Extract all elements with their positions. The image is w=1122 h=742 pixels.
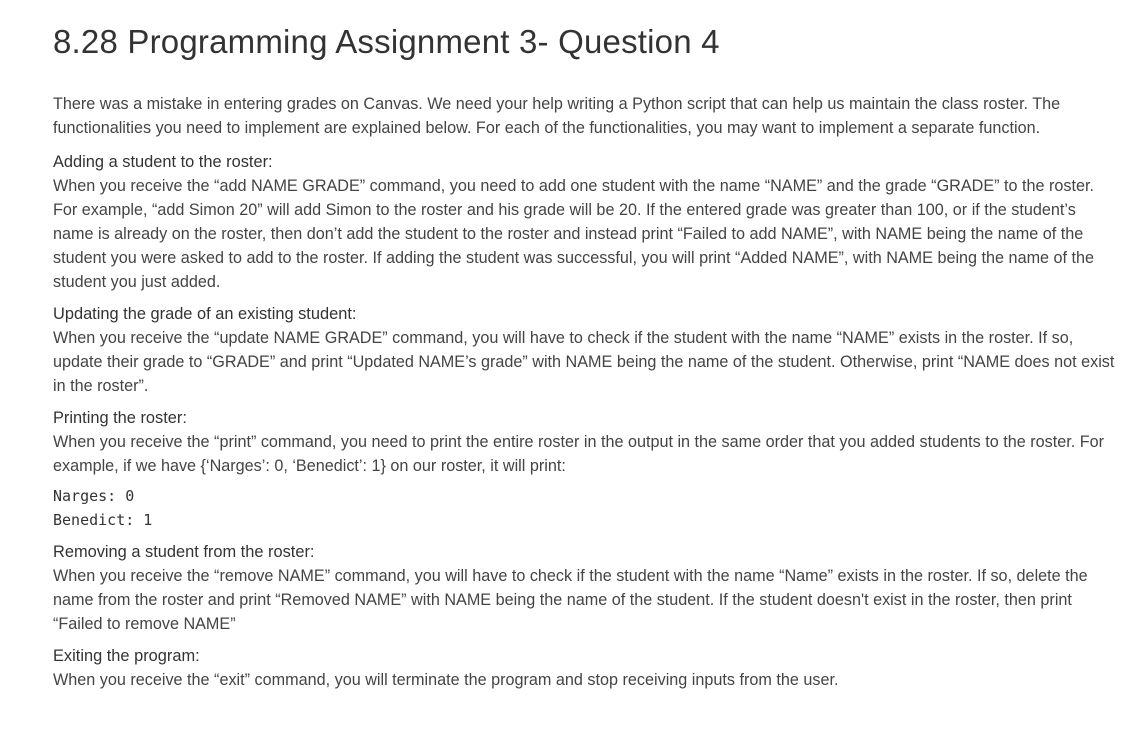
roster-output-example <box>53 484 1115 532</box>
intro-paragraph: There was a mistake in entering grades on Canvas. We need your help writing a Python script that can help us maintain the class roster. The functionalities you need to implement are explained below. For each of the functionalities, you may want to implement a separate function. <box>53 95 1061 137</box>
section-updating-grade <box>53 302 1115 398</box>
section-heading: Removing a student from the roster: <box>53 543 315 561</box>
section-heading: Adding a student to the roster: <box>53 153 273 171</box>
section-body: When you receive the “exit” command, you will terminate the program and stop receiving inputs from the user. <box>53 671 839 689</box>
section-adding-student <box>53 150 1115 294</box>
section-heading: Exiting the program: <box>53 647 200 665</box>
section-body: When you receive the “add NAME GRADE” command, you need to add one student with the name “NAME” and the grade “GRADE” to the roster. For example, “add Simon 20” will add Simon to the roster and his grade will be 20. If the entered grade was greater than 100, or if the student’s name is already on the roster, then don’t add the student to the roster and instead print “Failed to add NAME”, with NAME being the name of the student you were asked to add to the roster. If adding the student was successful, you will print “Added NAME”, with NAME being the name of the student you just added. <box>53 177 1095 291</box>
section-printing-roster <box>53 406 1115 532</box>
code-line: Benedict: 1 <box>53 511 153 529</box>
section-heading: Printing the roster: <box>53 409 187 427</box>
section-body: When you receive the “update NAME GRADE” command, you will have to check if the student with the name “NAME” exists in the roster. If so, update their grade to “GRADE” and print “Updated NAME’s grade” with NAME being the name of the student. Otherwise, print “NAME does not exist in the roster”. <box>53 329 1115 395</box>
section-exiting-program <box>53 644 1115 692</box>
section-removing-student <box>53 540 1115 636</box>
code-line: Narges: 0 <box>53 487 135 505</box>
section-body: When you receive the “print” command, you need to print the entire roster in the output in the same order that you added students to the roster. For example, if we have {‘Narges’: 0, ‘Benedict’: 1} on our roster, it will print: <box>53 433 1104 475</box>
section-body: When you receive the “remove NAME” command, you will have to check if the student with the name “Name” exists in the roster. If so, delete the name from the roster and print “Removed NAME” with NAME being the name of the student. If the student doesn't exist in the roster, then print “Failed to remove NAME” <box>53 567 1088 633</box>
page-title: 8.28 Programming Assignment 3- Question 4 <box>53 23 720 60</box>
section-heading: Updating the grade of an existing student: <box>53 305 357 323</box>
